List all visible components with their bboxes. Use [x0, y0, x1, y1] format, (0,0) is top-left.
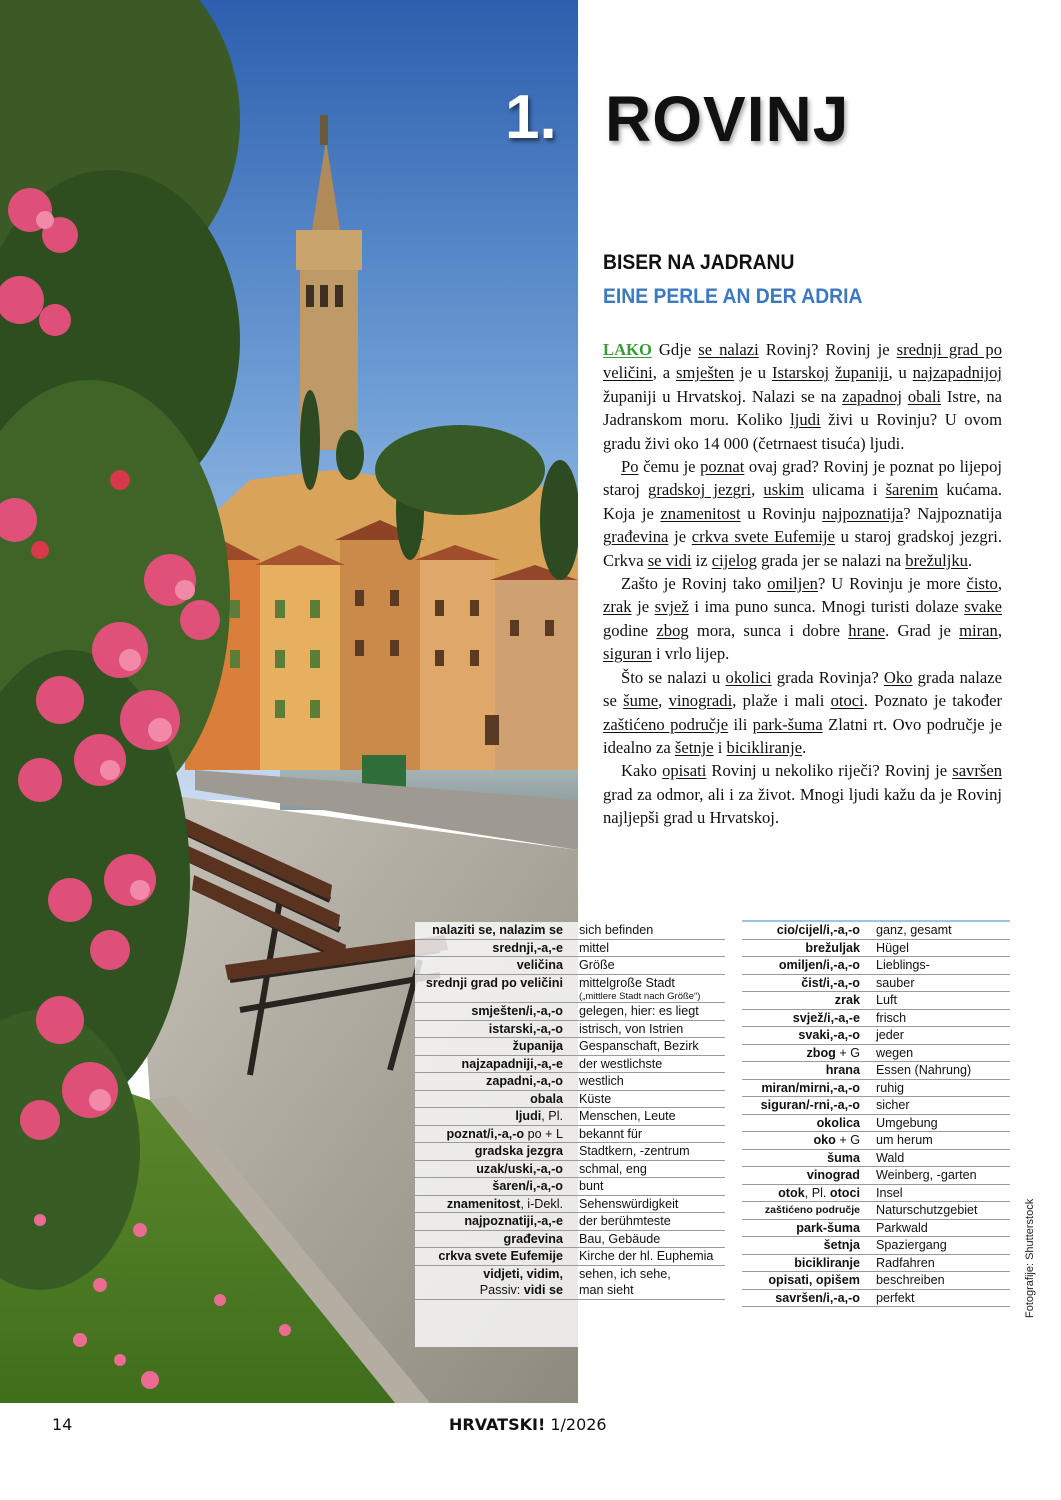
vocab-croatian: gradska jezgra [474, 1144, 563, 1158]
vocab-german: Insel [876, 1185, 903, 1200]
vocab-row [742, 975, 1010, 993]
vocab-row [742, 1045, 1010, 1063]
vocab-row [742, 1080, 1010, 1098]
vocab-row [742, 1150, 1010, 1168]
vocab-term: hrane [848, 620, 886, 640]
vocab-term: uskim [763, 480, 804, 500]
vocab-german: Gespanschaft, Bezirk [579, 1039, 699, 1053]
heading-croatian: BISER NA JADRANU [603, 251, 795, 274]
vocab-row [742, 1255, 1010, 1273]
vocab-german: Luft [876, 993, 898, 1007]
vocab-row [415, 1248, 725, 1266]
vocab-german: schmal, eng [579, 1161, 647, 1176]
vocab-german: um herum [876, 1133, 933, 1147]
vocab-row [742, 1132, 1010, 1150]
vocab-row [742, 1202, 1010, 1220]
vocab-german: Wald [876, 1150, 905, 1165]
vocab-row [415, 1161, 725, 1179]
vocab-german: Größe [579, 958, 615, 972]
vocab-croatian: veličina [516, 958, 563, 972]
vocab-row [415, 1108, 725, 1126]
vocab-term: svake [964, 597, 1002, 617]
vocab-german: wegen [876, 1045, 914, 1060]
vocab-term: se nalazi [698, 340, 759, 359]
vocab-term: siguran [603, 644, 652, 664]
vocab-term: Istarskoj [771, 363, 830, 383]
chapter-title: ROVINJ [605, 83, 850, 155]
vocab-german: sich befinden [579, 923, 654, 937]
vocab-term: srednji grad po veličini [603, 340, 1002, 383]
vocab-row [742, 1115, 1010, 1133]
vocab-croatian: šetnja [823, 1238, 860, 1252]
vocab-croatian: istarski,-a,-o [488, 1021, 563, 1036]
vocab-german: Bau, Gebäude [579, 1231, 661, 1246]
vocab-german: Sehenswürdigkeit [579, 1196, 679, 1211]
vocab-croatian: najpoznatiji,-a,-e [464, 1214, 563, 1228]
vocab-row [415, 1126, 725, 1144]
footer-publication [449, 1415, 607, 1434]
vocab-term: Oko [883, 667, 913, 687]
vocab-croatian: znamenitost, i-Dekl. [446, 1196, 563, 1211]
vocab-row [742, 1097, 1010, 1115]
vocab-croatian: okolica [816, 1115, 860, 1130]
article-paragraph-3: Zašto je Rovinj tako omiljen? U Rovinju je more čisto, zrak je svjež i ima puno sunca. Mnogi turisti dolaze svake godine zbog mora, sunca i dobre hrane. Grad je miran, siguran i vrlo lijep. [603, 574, 1002, 664]
vocab-term: savršen [952, 761, 1002, 781]
vocab-german: jeder [876, 1028, 905, 1042]
vocab-row [415, 1178, 725, 1196]
vocab-term: čisto [966, 574, 998, 594]
vocab-row [415, 1213, 725, 1231]
heading-german: EINE PERLE AN DER ADRIA [603, 285, 863, 308]
vocab-croatian: obala [530, 1091, 563, 1106]
article-text [603, 338, 1002, 830]
vocab-row [742, 957, 1010, 975]
article-paragraph-5: Kako opisati Rovinj u nekoliko riječi? Rovinj je savršen grad za odmor, ali i za život. Mnogi ljudi kažu da je Rovinj najljepši grad u Hrvatskoj. [603, 761, 1002, 828]
vocab-row [415, 940, 725, 958]
vocab-german: Spaziergang [876, 1238, 947, 1252]
vocab-german: Hügel [876, 940, 909, 955]
vocab-croatian: zrak [834, 993, 860, 1007]
vocab-term: županiji [835, 363, 889, 383]
page-number: 14 [52, 1415, 73, 1434]
vocab-row [742, 1010, 1010, 1028]
vocab-row [742, 1272, 1010, 1290]
vocab-german: Parkwald [876, 1220, 928, 1235]
vocab-german: istrisch, von Istrien [579, 1021, 684, 1036]
vocab-row [415, 922, 725, 940]
vocab-term: park-šuma [752, 714, 823, 734]
page-title [505, 80, 1045, 160]
vocab-term: omiljen [767, 574, 818, 594]
vocab-croatian: bicikliranje [794, 1255, 860, 1270]
vocab-term: okolici [725, 667, 772, 687]
vocab-german: perfekt [876, 1290, 915, 1305]
vocab-term: svjež [654, 597, 689, 617]
vocab-croatian: šuma [827, 1150, 860, 1165]
vocab-table-right [742, 922, 1010, 1307]
vocab-croatian: vinograd [806, 1168, 860, 1182]
vocab-german: Kirche der hl. Euphemia [579, 1249, 714, 1263]
vocab-croatian: čist/i,-a,-o [801, 975, 860, 990]
vocab-croatian: srednji,-a,-e [492, 940, 563, 955]
photo-credit: Fotografije: Shutterstock [1024, 1198, 1036, 1318]
vocab-row [742, 1237, 1010, 1255]
vocab-croatian: svaki,-a,-o [798, 1028, 860, 1042]
vocab-croatian: omiljen/i,-a,-o [778, 958, 860, 972]
article-paragraph-4: Što se nalazi u okolici grada Rovinja? Oko grada nalaze se šume, vinogradi, plaže i mali otoci. Poznato je također zaštićeno područje ili park-šuma Zlatni rt. Ovo područje je idealno za šetnje i bicikliranje. [603, 667, 1002, 757]
vocab-term: miran [959, 620, 998, 640]
vocab-german: Stadtkern, -zentrum [579, 1144, 690, 1158]
vocab-german: frisch [876, 1010, 907, 1025]
vocab-croatian: građevina [503, 1231, 563, 1246]
vocab-term: otoci [830, 691, 864, 711]
vocab-croatian: vidjeti, vidim, Passiv: vidi se [479, 1266, 563, 1297]
vocab-term: bicikliranje [726, 737, 803, 757]
vocab-german: bunt [579, 1179, 604, 1193]
vocab-row [415, 1021, 725, 1039]
vocab-term: najpoznatija [822, 503, 904, 523]
vocab-term: cijelog [711, 550, 757, 570]
vocab-german: ruhig [876, 1080, 905, 1095]
vocab-row [415, 1231, 725, 1249]
vocab-term: ljudi [790, 410, 821, 430]
vocab-row [415, 1073, 725, 1091]
vocab-german: sicher [876, 1098, 910, 1112]
vocab-term: crkva svete Eufemije [691, 527, 835, 547]
vocab-term: šetnje [674, 737, 714, 757]
vocab-german: sauber [876, 975, 915, 990]
vocab-german: bekannt für [579, 1126, 643, 1141]
vocab-croatian: park-šuma [796, 1220, 860, 1235]
vocab-croatian: siguran/-rni,-a,-o [760, 1098, 860, 1112]
vocab-term: građevina [603, 527, 669, 547]
vocab-german: Menschen, Leute [579, 1109, 676, 1123]
vocab-term: zapadnoj [842, 386, 903, 406]
vocab-term: zrak [603, 597, 632, 617]
vocab-row [415, 1056, 725, 1074]
vocab-row [742, 1220, 1010, 1238]
vocab-term: poznat [700, 457, 745, 477]
vocab-row [415, 1091, 725, 1109]
vocab-croatian: svjež/i,-a,-e [792, 1010, 860, 1025]
vocab-row [742, 1167, 1010, 1185]
vocab-croatian: miran/mirni,-a,-o [761, 1080, 860, 1095]
vocab-german: mittelgroße Stadt („mittlere Stadt nach Größe“) [579, 975, 701, 1002]
vocab-row [742, 940, 1010, 958]
vocab-croatian: zaštićeno područje [764, 1204, 860, 1216]
vocab-term: smješten [676, 363, 735, 383]
vocab-row [415, 1266, 725, 1300]
vocab-croatian: brežuljak [805, 940, 860, 955]
vocab-term: vinogradi [668, 691, 733, 711]
vocab-croatian: savršen/i,-a,-o [775, 1290, 860, 1305]
vocab-term: znamenitost [660, 503, 741, 523]
vocab-row [742, 1027, 1010, 1045]
vocab-croatian: zbog + G [806, 1045, 860, 1060]
issue-number: 1/2026 [545, 1415, 607, 1434]
vocab-german: gelegen, hier: es liegt [579, 1004, 699, 1018]
vocab-croatian: županija [512, 1039, 563, 1053]
vocab-croatian: šaren/i,-a,-o [492, 1179, 563, 1193]
vocab-row [742, 992, 1010, 1010]
vocab-term: brežuljku [905, 550, 968, 570]
vocab-croatian: crkva svete Eufemije [438, 1249, 563, 1263]
vocab-row [415, 975, 725, 1004]
vocab-german: mittel [579, 940, 610, 955]
vocab-term: šume [623, 691, 659, 711]
vocab-croatian: hrana [825, 1063, 860, 1077]
vocab-german: ganz, gesamt [876, 923, 952, 937]
vocab-term: se vidi [647, 550, 692, 570]
vocab-term: opisati [662, 761, 707, 781]
vocab-row [742, 1290, 1010, 1308]
vocab-croatian: otok, Pl. otoci [778, 1185, 860, 1200]
vocab-croatian: najzapadniji,-a,-e [461, 1056, 563, 1071]
vocab-row [742, 1062, 1010, 1080]
vocab-table-left [415, 922, 725, 1300]
vocab-term: obali [907, 386, 942, 406]
vocab-row [742, 922, 1010, 940]
vocab-row [415, 1143, 725, 1161]
vocab-croatian: cio/cijel/i,-a,-o [776, 923, 860, 937]
vocab-croatian: uzak/uski,-a,-o [476, 1161, 563, 1176]
vocab-row [415, 1196, 725, 1214]
vocab-german: Weinberg, -garten [876, 1168, 977, 1182]
vocab-croatian: zapadni,-a,-o [486, 1074, 563, 1088]
vocab-croatian: smješten/i,-a,-o [471, 1004, 563, 1018]
vocab-german: Lieblings- [876, 958, 930, 972]
vocab-german: Naturschutzgebiet [876, 1203, 978, 1217]
vocab-german: Essen (Nahrung) [876, 1063, 972, 1077]
vocab-term: najzapadnijoj [912, 363, 1003, 383]
vocab-german: Radfahren [876, 1255, 935, 1270]
vocab-german: westlich [579, 1074, 624, 1088]
vocab-german: Umgebung [876, 1115, 938, 1130]
vocab-german: beschreiben [876, 1273, 945, 1287]
vocab-croatian: ljudi, Pl. [515, 1109, 563, 1123]
vocab-german: Küste [579, 1091, 612, 1106]
vocab-term: zbog [656, 620, 689, 640]
level-label: LAKO [603, 340, 652, 359]
vocab-term: Po [621, 457, 639, 477]
vocab-row [742, 1185, 1010, 1203]
vocab-german: der berühmteste [579, 1214, 671, 1228]
vocab-row [415, 957, 725, 975]
vocab-croatian: oko + G [813, 1133, 860, 1147]
vocab-croatian: opisati, opišem [768, 1273, 860, 1287]
article-paragraph-1: LAKO Gdje se nalazi Rovinj? Rovinj je srednji grad po veličini, a smješten je u Istarskoj županiji, u najzapadnijoj županiji u Hrvatskoj. Nalazi se na zapadnoj obali Istre, na Jadranskom moru. Koliko ljudi živi u Rovinju? U ovom gradu živi oko 14 000 (četrnaest tisuća) ljudi. [603, 340, 1003, 453]
vocab-croatian: poznat/i,-a,-o po + L [446, 1126, 563, 1141]
vocab-german: der westlichste [579, 1056, 663, 1071]
vocab-croatian: nalaziti se, nalazim se [432, 923, 563, 937]
vocab-term: gradskoj jezgri [648, 480, 752, 500]
magazine-name: HRVATSKI! [449, 1415, 546, 1434]
chapter-number: 1. [505, 83, 557, 152]
article-paragraph-2: Po čemu je poznat ovaj grad? Rovinj je poznat po lijepoj staroj gradskoj jezgri, uskim ulicama i šarenim kućama. Koja je znamenitost u Rovinju najpoznatija? Najpoznatija građevina je crkva svete Eufemije u staroj gradskoj jezgri. Crkva se vidi iz cijelog grada jer se nalazi na brežuljku. [603, 457, 1003, 570]
vocab-term: šarenim [885, 480, 939, 500]
vocab-croatian: srednji grad po veličini [425, 975, 563, 990]
vocab-term: zaštićeno područje [603, 714, 729, 734]
vocab-row [415, 1038, 725, 1056]
vocab-german: sehen, ich sehe, man sieht [579, 1266, 671, 1297]
vocab-row [415, 1003, 725, 1021]
